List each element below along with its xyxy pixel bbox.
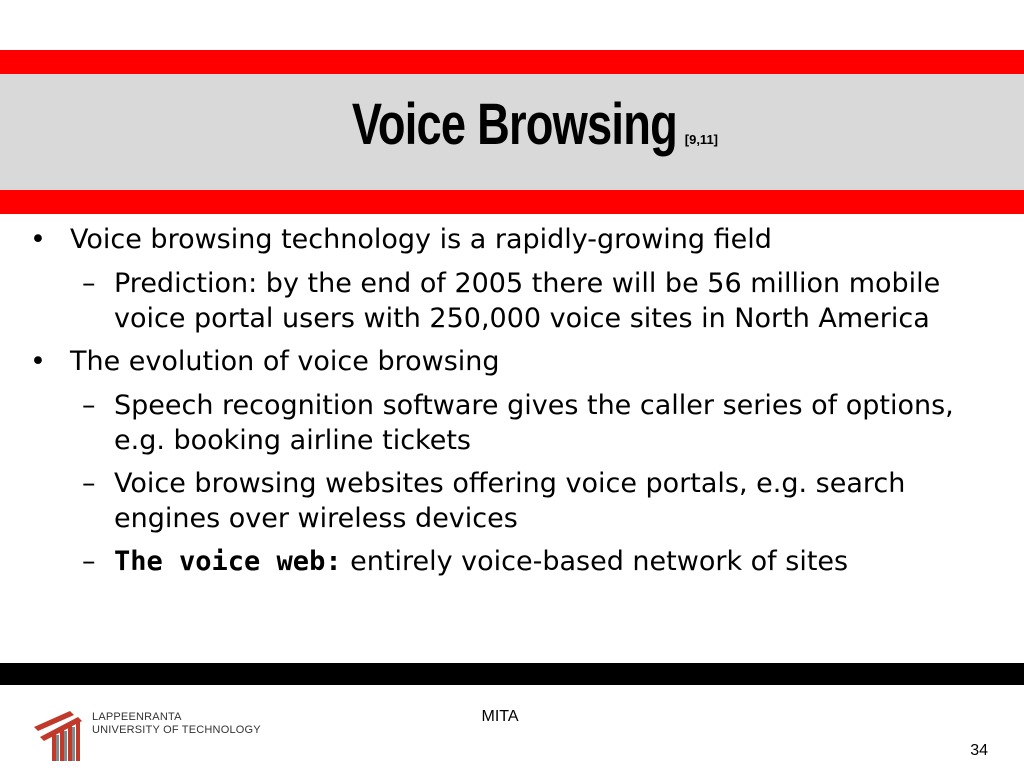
sub-bullet-item xyxy=(0,544,1024,579)
bullet-marker: • xyxy=(30,224,46,255)
bullet-item xyxy=(0,222,1024,258)
sub-bullet-marker: – xyxy=(82,546,96,577)
footer-black-bar xyxy=(0,663,1024,685)
footer-center-label: MITA xyxy=(481,708,519,725)
bullet-marker: • xyxy=(30,346,46,377)
sub-bullet-marker: – xyxy=(82,268,96,299)
sub-bullet-item xyxy=(0,266,1024,336)
sub-bullet-marker: – xyxy=(82,390,96,421)
slide-content xyxy=(0,222,1024,587)
sub-bullet-item xyxy=(0,388,1024,458)
bullet-text: The evolution of voice browsing xyxy=(70,346,500,377)
logo-text-line2: UNIVERSITY OF TECHNOLOGY xyxy=(92,724,261,736)
sub-bullet-marker: – xyxy=(82,468,96,499)
sub-bullet-item xyxy=(0,466,1024,536)
sub-bullet-text: Voice browsing websites offering voice portals, e.g. search engines over wireless devices xyxy=(114,468,906,534)
slide-title-text: Voice Browsing xyxy=(351,92,677,157)
sub-bullet-text: entirely voice-based network of sites xyxy=(341,546,849,577)
page-number: 34 xyxy=(970,742,988,759)
bullet-item xyxy=(0,344,1024,380)
header-red-stripe-top xyxy=(0,50,1024,74)
slide-title xyxy=(0,92,1024,157)
slide-title-citation: [9,11] xyxy=(684,132,719,147)
sub-bullet-text: Speech recognition software gives the caller series of options, e.g. booking airline tickets xyxy=(114,390,954,456)
sub-bullet-bold-term: The voice web: xyxy=(114,546,342,577)
logo-text-line1: LAPPEENRANTA xyxy=(92,711,182,723)
bullet-text: Voice browsing technology is a rapidly-growing field xyxy=(70,224,772,255)
header-red-stripe-bottom xyxy=(0,190,1024,214)
sub-bullet-text: Prediction: by the end of 2005 there will be 56 million mobile voice portal users with 250,000 voice sites in North America xyxy=(114,268,941,334)
